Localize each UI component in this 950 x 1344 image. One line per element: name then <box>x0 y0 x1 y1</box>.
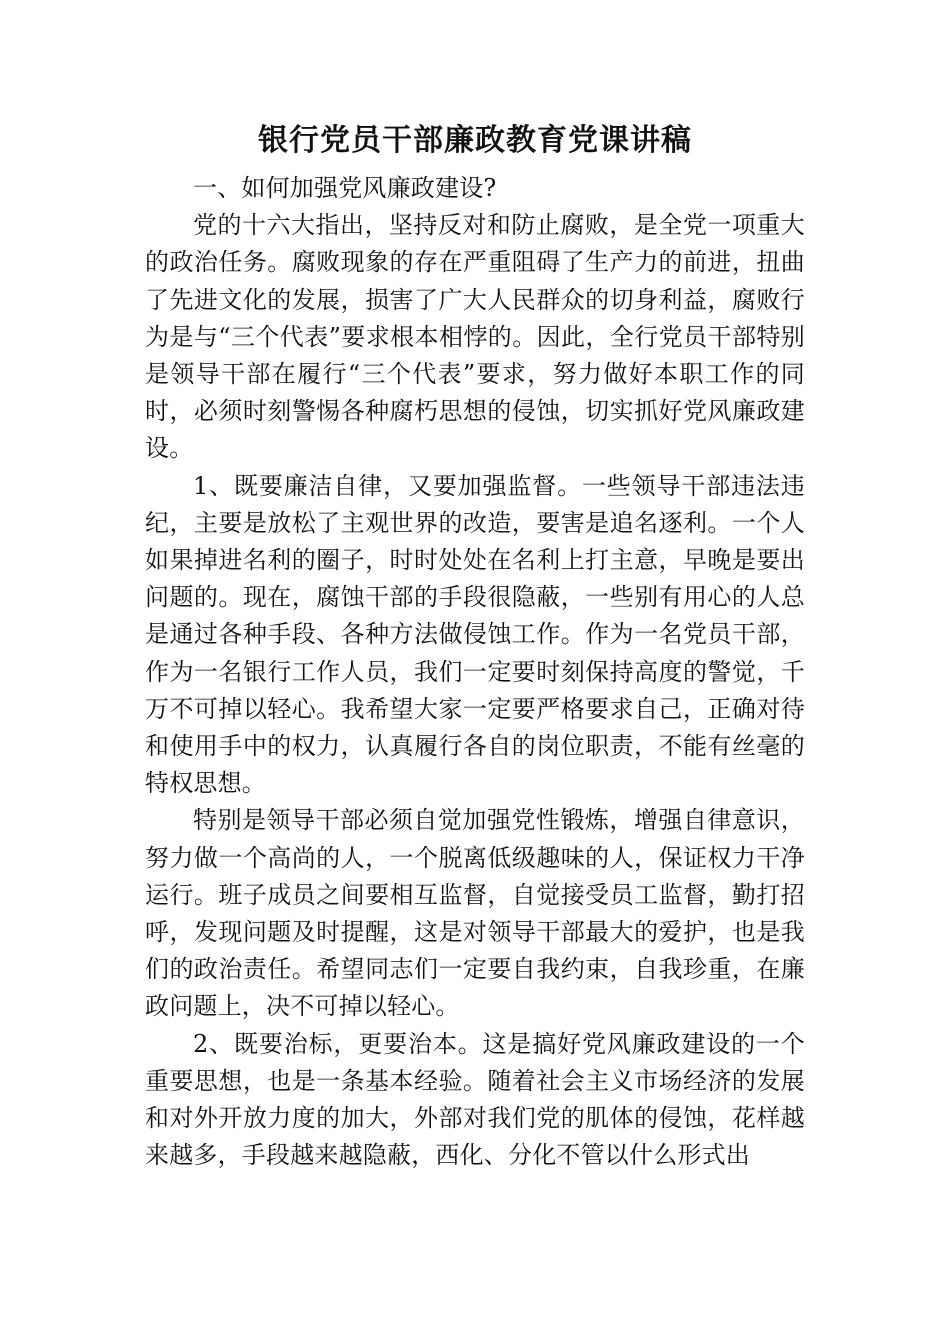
document-page <box>145 118 805 1174</box>
paragraph: 2、既要治标，更要治本。这是搞好党风廉政建设的一个重要思想，也是一条基本经验。随着社会主义市场经济的发展和对外开放力度的加大，外部对我们党的肌体的侵蚀，花样越来越多，手段越来越隐蔽，西化、分化不管以什么形式出 <box>145 1029 805 1170</box>
section-heading: 一、如何加强党风廉政建设? <box>193 174 497 202</box>
paragraph: 党的十六大指出，坚持反对和防止腐败，是全党一项重大的政治任务。腐败现象的存在严重阻碍了生产力的前进，扭曲了先进文化的发展，损害了广大人民群众的切身利益，腐败行为是与“三个代表”要求根本相悖的。因此，全行党员干部特别是领导干部在履行“三个代表”要求，努力做好本职工作的同时，必须时刻警惕各种腐朽思想的侵蚀，切实抓好党风廉政建设。 <box>145 211 805 463</box>
document-title: 银行党员干部廉政教育党课讲稿 <box>258 123 692 158</box>
paragraph: 特别是领导干部必须自觉加强党性锻炼，增强自律意识，努力做一个高尚的人，一个脱离低级趣味的人，保证权力干净运行。班子成员之间要相互监督，自觉接受员工监督，勤打招呼，发现问题及时提醒，这是对领导干部最大的爱护，也是我们的政治责任。希望同志们一定要自我约束，自我珍重，在廉政问题上，决不可掉以轻心。 <box>145 806 805 1021</box>
paragraph: 1、既要廉洁自律，又要加强监督。一些领导干部违法违纪，主要是放松了主观世界的改造，要害是追名逐利。一个人如果掉进名利的圈子，时时处处在名利上打主意，早晚是要出问题的。现在，腐蚀干部的手段很隐蔽，一些别有用心的人总是通过各种手段、各种方法做侵蚀工作。作为一名党员干部，作为一名银行工作人员，我们一定要时刻保持高度的警觉，千万不可掉以轻心。我希望大家一定要严格要求自己，正确对待和使用手中的权力，认真履行各自的岗位职责，不能有丝毫的特权思想。 <box>145 471 805 798</box>
